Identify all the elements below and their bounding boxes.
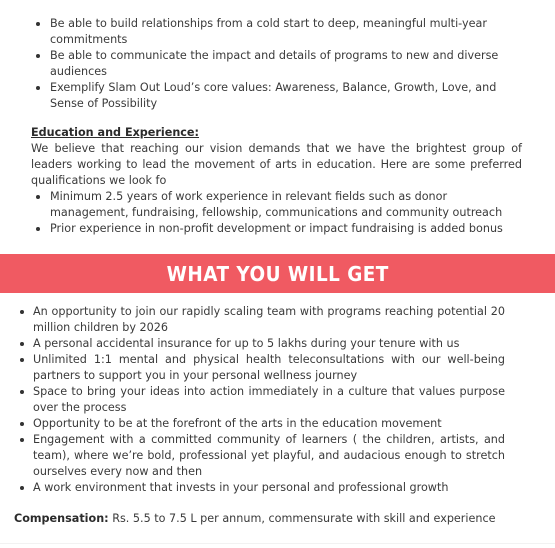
section-banner <box>0 254 555 293</box>
list-item: Unlimited 1:1 mental and physical health teleconsultations with our well-being partners to support you in your personal wellness journey <box>33 353 505 382</box>
list-item: Minimum 2.5 years of work experience in relevant fields such as donor management, fundraising, fellowship, communications and community outreach <box>50 189 520 221</box>
compensation-line <box>14 511 496 527</box>
banner-title: WHAT YOU WILL GET <box>166 261 389 286</box>
education-heading: Education and Experience: <box>31 126 199 139</box>
list-item: A work environment that invests in your personal and professional growth <box>33 480 505 496</box>
benefits-list <box>33 304 505 496</box>
education-list <box>50 189 520 237</box>
list-item: Be able to build relationships from a cold start to deep, meaningful multi-year commitments <box>50 16 510 48</box>
list-item: Be able to communicate the impact and details of programs to new and diverse audiences <box>50 48 510 80</box>
divider <box>0 543 555 544</box>
list-item: Exemplify Slam Out Loud’s core values: Awareness, Balance, Growth, Love, and Sense of Possibility <box>50 80 510 112</box>
list-item: Space to bring your ideas into action immediately in a culture that values purpose over the process <box>33 385 505 414</box>
education-paragraph: We believe that reaching our vision demands that we have the brightest group of leaders working to lead the movement of arts in education. Here are some preferred qualifications we look fo <box>31 142 522 187</box>
compensation-label: Compensation: <box>14 512 109 525</box>
compensation-value: Rs. 5.5 to 7.5 L per annum, commensurate with skill and experience <box>108 512 496 525</box>
list-item: Prior experience in non-profit development or impact fundraising is added bonus <box>50 221 520 237</box>
list-item: A personal accidental insurance for up to 5 lakhs during your tenure with us <box>33 336 505 352</box>
list-item: Opportunity to be at the forefront of the arts in the education movement <box>33 416 505 432</box>
requirements-list <box>50 16 510 112</box>
list-item: Engagement with a committed community of learners ( the children, artists, and team), where we’re bold, professional yet playful, and audacious enough to stretch ourselves every now and then <box>33 433 505 478</box>
list-item: An opportunity to join our rapidly scaling team with programs reaching potential 20 million children by 2026 <box>33 305 505 334</box>
